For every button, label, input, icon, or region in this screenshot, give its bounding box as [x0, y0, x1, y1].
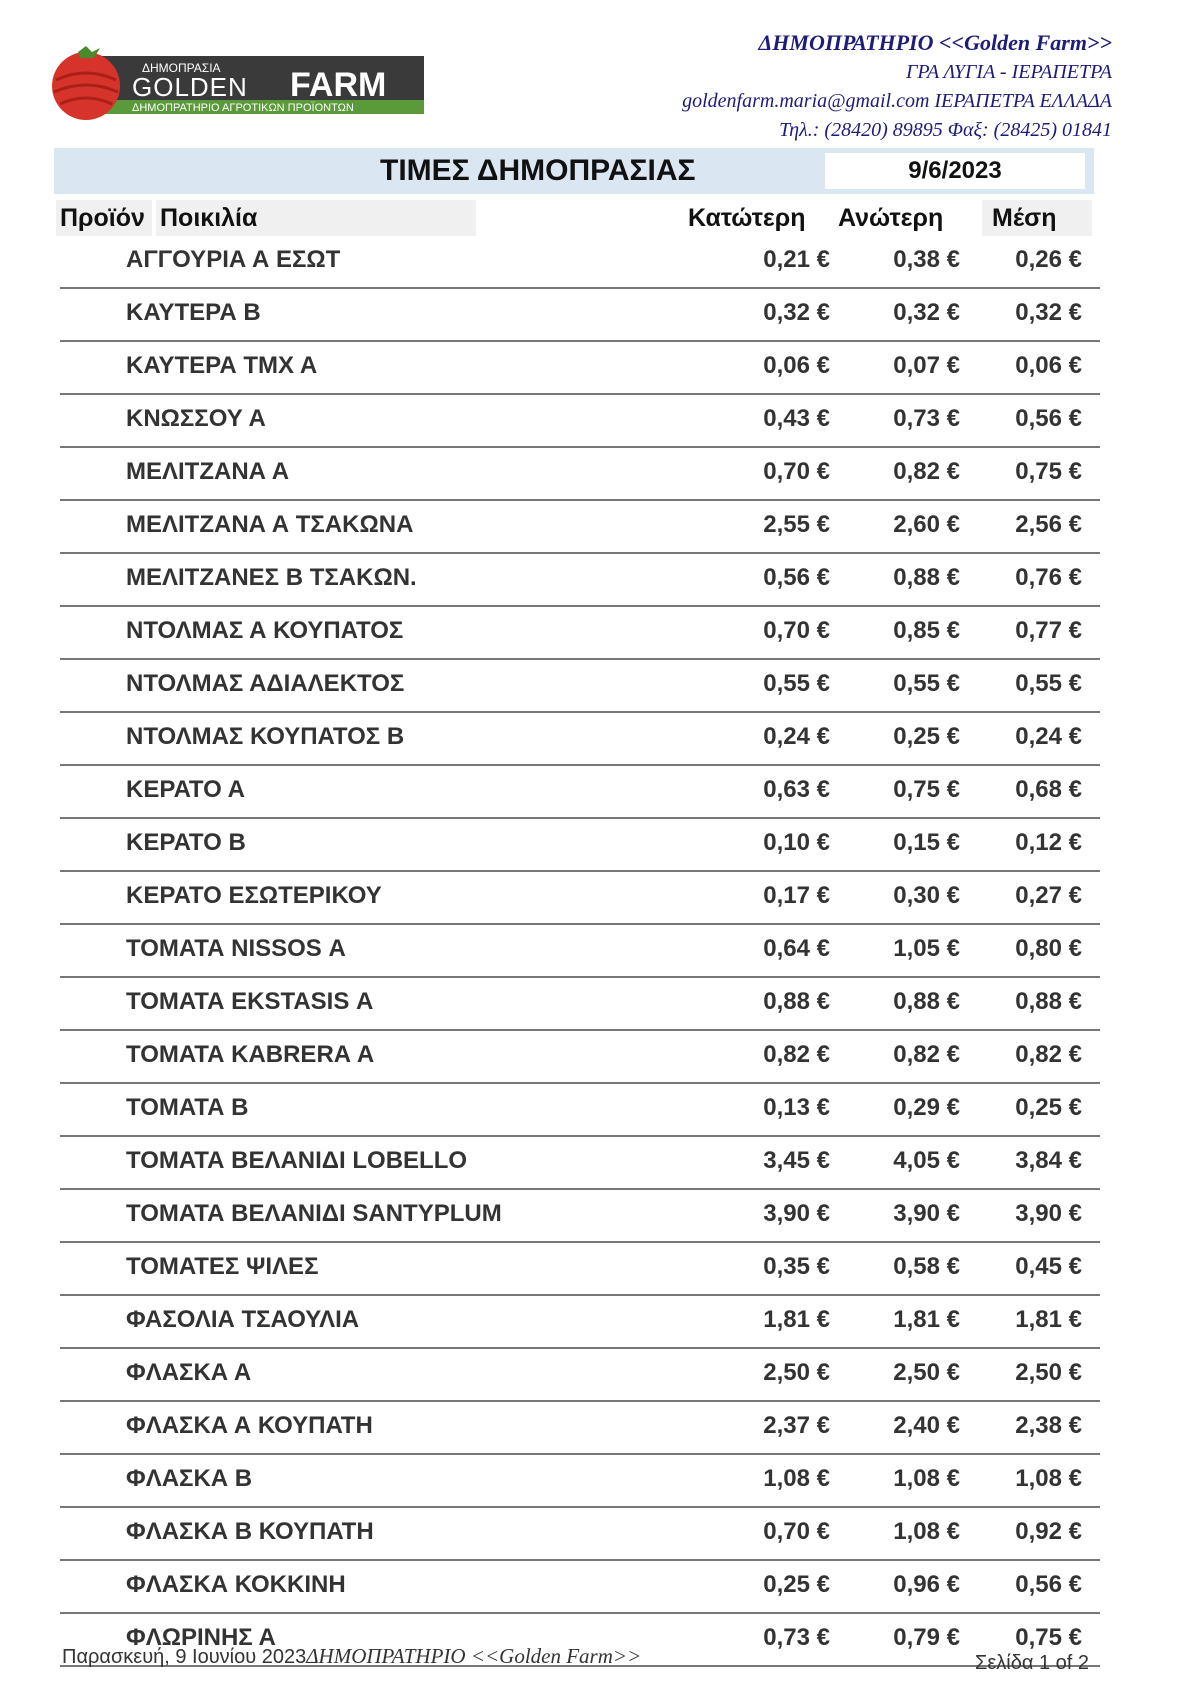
avg-price: 0,06 €: [1015, 352, 1082, 379]
company-address: ΓΡΑ ΛΥΓΙΑ - ΙΕΡΑΠΕΤΡΑ: [905, 61, 1112, 83]
table-row: [60, 1296, 1100, 1349]
col-low: Κατώτερη: [688, 204, 806, 232]
avg-price: 0,45 €: [1015, 1253, 1082, 1280]
price-table: [60, 236, 1100, 1667]
company-email: goldenfarm.maria@gmail.com ΙΕΡΑΠΕΤΡΑ ΕΛΛΑΔΑ: [682, 90, 1112, 112]
golden-farm-logo: [52, 46, 424, 124]
product-name: ΚΑΥΤΕΡΑ ΤΜΧ Α: [126, 352, 318, 379]
table-row: [60, 1243, 1100, 1296]
high-price: 1,08 €: [893, 1465, 960, 1492]
product-name: ΚΝΩΣΣΟΥ Α: [126, 405, 266, 432]
company-phone: Τηλ.: (28420) 89895 Φαξ: (28425) 01841: [779, 119, 1112, 141]
avg-price: 3,90 €: [1015, 1200, 1082, 1227]
avg-price: 0,82 €: [1015, 1041, 1082, 1068]
product-name: ΤΟΜΑΤΑ KABRERA Α: [126, 1041, 375, 1068]
avg-price: 0,76 €: [1015, 564, 1082, 591]
avg-price: 1,08 €: [1015, 1465, 1082, 1492]
table-row: [60, 342, 1100, 395]
product-name: ΜΕΛΙΤΖΑΝΑ Α ΤΣΑΚΩΝΑ: [126, 511, 414, 538]
product-name: ΤΟΜΑΤΑ ΒΕΛΑΝΙΔΙ SANTYPLUM: [126, 1200, 502, 1227]
product-name: ΦΛΩΡΙΝΗΣ Α: [126, 1624, 276, 1651]
table-row: [60, 978, 1100, 1031]
high-price: 0,58 €: [893, 1253, 960, 1280]
avg-price: 0,80 €: [1015, 935, 1082, 962]
high-price: 0,96 €: [893, 1571, 960, 1598]
company-header: [682, 28, 1112, 145]
product-name: ΤΟΜΑΤΑ ΒΕΛΑΝΙΔΙ LOBELLO: [126, 1147, 468, 1174]
low-price: 2,50 €: [763, 1359, 830, 1386]
table-row: [60, 1561, 1100, 1614]
low-price: 0,17 €: [763, 882, 830, 909]
low-price: 0,73 €: [763, 1624, 830, 1651]
product-name: ΝΤΟΛΜΑΣ Α ΚΟΥΠΑΤΟΣ: [126, 617, 404, 644]
avg-price: 0,92 €: [1015, 1518, 1082, 1545]
low-price: 3,90 €: [763, 1200, 830, 1227]
page-number: Σελίδα 1 of 2: [975, 1652, 1090, 1674]
high-price: 0,30 €: [893, 882, 960, 909]
product-name: ΦΛΑΣΚΑ ΚΟΚΚΙΝΗ: [126, 1571, 346, 1598]
product-name: ΚΕΡΑΤΟ ΕΣΩΤΕΡΙΚΟΥ: [126, 882, 382, 909]
high-price: 1,81 €: [893, 1306, 960, 1333]
product-name: ΦΛΑΣΚΑ Β ΚΟΥΠΑΤΗ: [126, 1518, 374, 1545]
avg-price: 0,56 €: [1015, 1571, 1082, 1598]
svg-text:ΔΗΜΟΠΡΑΣΙΑ: ΔΗΜΟΠΡΑΣΙΑ: [142, 61, 221, 75]
low-price: 0,55 €: [763, 670, 830, 697]
high-price: 0,32 €: [893, 299, 960, 326]
avg-price: 2,50 €: [1015, 1359, 1082, 1386]
report-title: ΤΙΜΕΣ ΔΗΜΟΠΡΑΣΙΑΣ: [380, 154, 696, 187]
table-row: [60, 1084, 1100, 1137]
avg-price: 0,55 €: [1015, 670, 1082, 697]
product-name: ΦΛΑΣΚΑ Α ΚΟΥΠΑΤΗ: [126, 1412, 373, 1439]
svg-text:GOLDEN: GOLDEN: [132, 72, 248, 102]
high-price: 0,38 €: [893, 246, 960, 273]
low-price: 0,25 €: [763, 1571, 830, 1598]
product-name: ΦΛΑΣΚΑ Α: [126, 1359, 252, 1386]
high-price: 0,79 €: [893, 1624, 960, 1651]
avg-price: 0,12 €: [1015, 829, 1082, 856]
product-name: ΤΟΜΑΤΑ NISSOS Α: [126, 935, 346, 962]
table-row: [60, 236, 1100, 289]
table-row: [60, 607, 1100, 660]
table-row: [60, 872, 1100, 925]
product-name: ΚΑΥΤΕΡΑ Β: [126, 299, 261, 326]
product-name: ΜΕΛΙΤΖΑΝΕΣ Β ΤΣΑΚΩΝ.: [126, 564, 417, 591]
avg-price: 3,84 €: [1015, 1147, 1082, 1174]
col-product: Προϊόν: [56, 200, 152, 236]
table-row: [60, 713, 1100, 766]
low-price: 2,55 €: [763, 511, 830, 538]
product-name: ΚΕΡΑΤΟ Β: [126, 829, 246, 856]
table-row: [60, 660, 1100, 713]
low-price: 0,82 €: [763, 1041, 830, 1068]
high-price: 0,15 €: [893, 829, 960, 856]
low-price: 0,32 €: [763, 299, 830, 326]
table-row: [60, 1508, 1100, 1561]
high-price: 1,08 €: [893, 1518, 960, 1545]
low-price: 0,70 €: [763, 458, 830, 485]
low-price: 0,63 €: [763, 776, 830, 803]
report-date: 9/6/2023: [825, 153, 1085, 189]
avg-price: 0,75 €: [1015, 458, 1082, 485]
avg-price: 0,25 €: [1015, 1094, 1082, 1121]
col-high: Ανώτερη: [838, 204, 944, 232]
table-row: [60, 395, 1100, 448]
high-price: 0,88 €: [893, 564, 960, 591]
avg-price: 0,75 €: [1015, 1624, 1082, 1651]
table-row: [60, 1190, 1100, 1243]
table-row: [60, 448, 1100, 501]
avg-price: 2,38 €: [1015, 1412, 1082, 1439]
high-price: 0,25 €: [893, 723, 960, 750]
high-price: 1,05 €: [893, 935, 960, 962]
footer-company: ΔΗΜΟΠΡΑΤΗΡΙΟ <<Golden Farm>>: [306, 1644, 642, 1668]
avg-price: 0,26 €: [1015, 246, 1082, 273]
svg-text:FARM: FARM: [290, 66, 387, 104]
avg-price: 0,68 €: [1015, 776, 1082, 803]
low-price: 0,70 €: [763, 617, 830, 644]
avg-price: 1,81 €: [1015, 1306, 1082, 1333]
product-name: ΤΟΜΑΤΑ EKSTASIS Α: [126, 988, 374, 1015]
high-price: 0,55 €: [893, 670, 960, 697]
high-price: 4,05 €: [893, 1147, 960, 1174]
high-price: 0,82 €: [893, 1041, 960, 1068]
high-price: 2,40 €: [893, 1412, 960, 1439]
avg-price: 0,27 €: [1015, 882, 1082, 909]
low-price: 0,06 €: [763, 352, 830, 379]
low-price: 1,81 €: [763, 1306, 830, 1333]
low-price: 0,88 €: [763, 988, 830, 1015]
table-row: [60, 501, 1100, 554]
footer-date-text: Παρασκευή, 9 Ιουνίου 2023: [62, 1646, 307, 1668]
low-price: 3,45 €: [763, 1147, 830, 1174]
table-row: [60, 289, 1100, 342]
table-row: [60, 1137, 1100, 1190]
low-price: 0,13 €: [763, 1094, 830, 1121]
low-price: 0,64 €: [763, 935, 830, 962]
low-price: 0,35 €: [763, 1253, 830, 1280]
avg-price: 0,32 €: [1015, 299, 1082, 326]
product-name: ΜΕΛΙΤΖΑΝΑ Α: [126, 458, 290, 485]
high-price: 0,85 €: [893, 617, 960, 644]
low-price: 2,37 €: [763, 1412, 830, 1439]
avg-price: 0,88 €: [1015, 988, 1082, 1015]
product-name: ΑΓΓΟΥΡΙΑ Α ΕΣΩΤ: [126, 246, 341, 273]
avg-price: 0,77 €: [1015, 617, 1082, 644]
product-name: ΚΕΡΑΤΟ Α: [126, 776, 245, 803]
high-price: 0,75 €: [893, 776, 960, 803]
low-price: 1,08 €: [763, 1465, 830, 1492]
low-price: 0,21 €: [763, 246, 830, 273]
table-row: [60, 1349, 1100, 1402]
product-name: ΝΤΟΛΜΑΣ ΚΟΥΠΑΤΟΣ Β: [126, 723, 405, 750]
col-avg: Μέση: [982, 200, 1092, 236]
product-name: ΤΟΜΑΤΕΣ ΨΙΛΕΣ: [126, 1253, 319, 1280]
table-row: [60, 1031, 1100, 1084]
avg-price: 2,56 €: [1015, 511, 1082, 538]
table-row: [60, 1455, 1100, 1508]
col-variety: Ποικιλία: [156, 200, 476, 236]
high-price: 0,82 €: [893, 458, 960, 485]
product-name: ΦΑΣΟΛΙΑ ΤΣΑΟΥΛΙΑ: [126, 1306, 360, 1333]
table-row: [60, 925, 1100, 978]
avg-price: 0,24 €: [1015, 723, 1082, 750]
high-price: 0,73 €: [893, 405, 960, 432]
high-price: 2,60 €: [893, 511, 960, 538]
high-price: 3,90 €: [893, 1200, 960, 1227]
low-price: 0,43 €: [763, 405, 830, 432]
table-row: [60, 766, 1100, 819]
low-price: 0,70 €: [763, 1518, 830, 1545]
footer-date: [62, 1644, 641, 1669]
avg-price: 0,56 €: [1015, 405, 1082, 432]
high-price: 0,88 €: [893, 988, 960, 1015]
high-price: 0,07 €: [893, 352, 960, 379]
product-name: ΝΤΟΛΜΑΣ ΑΔΙΑΛΕΚΤΟΣ: [126, 670, 405, 697]
high-price: 2,50 €: [893, 1359, 960, 1386]
low-price: 0,56 €: [763, 564, 830, 591]
svg-text:ΔΗΜΟΠΡΑΤΗΡΙΟ ΑΓΡΟΤΙΚΩΝ ΠΡΟΪΟΝΤ: ΔΗΜΟΠΡΑΤΗΡΙΟ ΑΓΡΟΤΙΚΩΝ ΠΡΟΪΟΝΤΩΝ: [132, 102, 354, 114]
product-name: ΤΟΜΑΤΑ Β: [126, 1094, 249, 1121]
product-name: ΦΛΑΣΚΑ Β: [126, 1465, 253, 1492]
table-row: [60, 1402, 1100, 1455]
low-price: 0,10 €: [763, 829, 830, 856]
table-row: [60, 554, 1100, 607]
table-row: [60, 819, 1100, 872]
company-name: ΔΗΜΟΠΡΑΤΗΡΙΟ <<Golden Farm>>: [758, 30, 1112, 55]
high-price: 0,29 €: [893, 1094, 960, 1121]
low-price: 0,24 €: [763, 723, 830, 750]
